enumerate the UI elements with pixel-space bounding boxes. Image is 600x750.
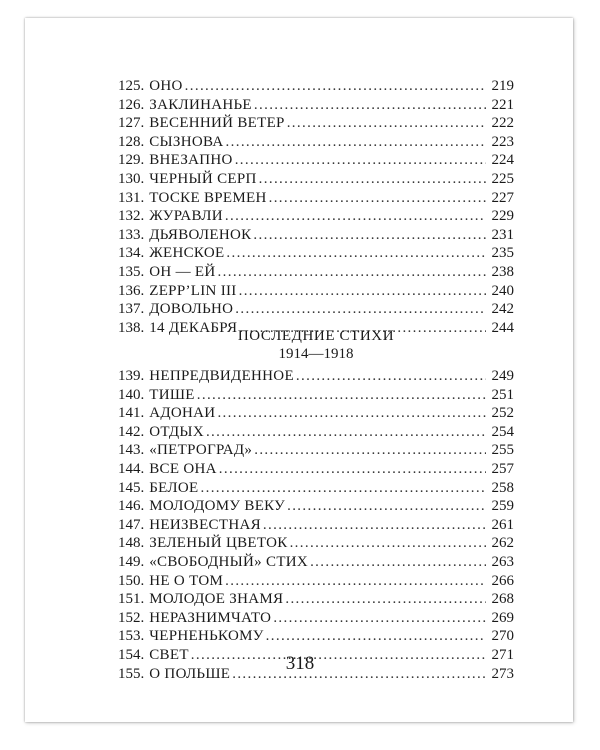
toc-entry-page: 251 [491,386,514,403]
toc-entry-number: 143. [118,442,145,459]
toc-entry-title: О ПОЛЬШЕ [149,665,231,682]
toc-entry-title: «СВОБОДНЫЙ» СТИХ [149,553,309,570]
dot-leader [273,609,486,628]
toc-entry-number: 140. [118,386,145,403]
toc-entry [118,590,514,609]
toc-entry [118,404,514,423]
toc-entry-title: ЖЕНСКОЕ [149,245,225,262]
toc-entry-number: 151. [118,591,145,608]
toc-entry [118,96,514,115]
toc-entry [118,263,514,282]
dot-leader [269,189,486,208]
toc-entry-title: СЫЗНОВА [149,133,224,150]
toc-entry-page: 229 [491,208,514,225]
dot-leader [254,96,486,115]
toc-entry-page: 219 [491,78,514,94]
toc-entry [118,151,514,170]
toc-list-part-2 [118,367,514,683]
toc-entry-number: 134. [118,245,145,262]
toc-entry-title: 14 ДЕКАБРЯ [149,319,238,336]
toc-entry-page: 223 [491,133,514,150]
toc-entry-number: 155. [118,665,145,682]
toc-entry [118,423,514,442]
dot-leader [235,300,486,319]
toc-entry-title: ЗАКЛИНАНЬЕ [149,96,252,113]
dot-leader [185,77,486,96]
toc-entry-number: 139. [118,368,145,384]
toc-entry-title: БЕЛОЕ [149,479,199,496]
toc-entry-page: 262 [491,535,514,552]
toc-entry-page: 238 [491,263,514,280]
toc-entry-title: АДОНАИ [149,405,216,422]
toc-entry-number: 125. [118,78,145,94]
dot-leader [201,479,487,498]
toc-entry-number: 133. [118,226,145,243]
toc-entry-title: МОЛОДОМУ ВЕКУ [149,498,286,515]
dot-leader [226,133,486,152]
toc-entry-page: 225 [491,170,514,187]
toc-entry-title: ЗЕЛЕНЫЙ ЦВЕТОК [149,535,288,552]
dot-leader [290,534,486,553]
toc-entry-page: 255 [491,442,514,459]
dot-leader [266,627,486,646]
dot-leader [218,263,486,282]
toc-entry-page: 249 [491,368,514,384]
toc-entry-page: 242 [491,301,514,318]
toc-entry-number: 145. [118,479,145,496]
toc-entry-title: ДОВОЛЬНО [149,301,234,318]
toc-entry-page: 240 [491,282,514,299]
dot-leader [219,460,486,479]
section-years: 1914—1918 [278,346,354,362]
toc-entry-title: НЕРАЗНИМЧАТО [149,609,272,626]
toc-entry-page: 258 [491,479,514,496]
toc-entry-number: 137. [118,301,145,318]
toc-entry-page: 268 [491,591,514,608]
toc-entry-page: 222 [491,115,514,132]
toc-entry-title: «ПЕТРОГРАД» [149,442,253,459]
toc-entry-title: ZEPP’LIN III [149,282,237,299]
toc-entry-number: 127. [118,115,145,132]
toc-entry-title: ТОСКЕ ВРЕМЕН [149,189,267,206]
toc-entry-title: ВСЕ ОНА [149,460,217,477]
toc-entry-number: 136. [118,282,145,299]
toc-entry-page: 270 [491,628,514,645]
toc-entry-page: 235 [491,245,514,262]
toc-entry-title: НЕИЗВЕСТНАЯ [149,516,261,533]
toc-entry [118,367,514,386]
toc-entry [118,386,514,405]
dot-leader [226,244,486,263]
toc-entry-page: 254 [491,423,514,440]
toc-entry-page: 252 [491,405,514,422]
dot-leader [253,226,486,245]
dot-leader [285,590,486,609]
toc-entry-number: 147. [118,516,145,533]
toc-entry-number: 153. [118,628,145,645]
toc-entry-title: ЖУРАВЛИ [149,208,223,225]
toc-entry-page: 271 [491,646,514,663]
toc-entry-title: ДЬЯВОЛЕНОК [149,226,252,243]
toc-entry-number: 128. [118,133,145,150]
toc-entry-number: 126. [118,96,145,113]
dot-leader [239,282,486,301]
toc-entry [118,300,514,319]
dot-leader [206,423,486,442]
toc-entry [118,77,514,96]
toc-entry-title: ТИШЕ [149,386,195,403]
toc-entry-title: СВЕТ [149,646,189,663]
toc-entry [118,189,514,208]
toc-entry-page: 221 [491,96,514,113]
dot-leader [263,516,486,535]
toc-entry-title: ОНО [149,78,183,94]
toc-entry-page: 244 [491,319,514,336]
dot-leader [254,441,486,460]
section-heading: ПОСЛЕДНИЕ СТИХИ [237,328,395,344]
dot-leader [287,497,486,516]
toc-entry-number: 138. [118,319,145,336]
toc-entry-page: 266 [491,572,514,589]
toc-entry-title: ВЕСЕННИЙ ВЕТЕР [149,115,285,132]
toc-list-part-1 [118,77,514,337]
dot-leader [225,572,486,591]
toc-entry-page: 224 [491,152,514,169]
toc-entry-number: 149. [118,553,145,570]
toc-entry-page: 257 [491,460,514,477]
toc-entry [118,460,514,479]
toc-entry-number: 131. [118,189,145,206]
toc-entry [118,114,514,133]
toc-entry-number: 135. [118,263,145,280]
toc-entry [118,553,514,572]
dot-leader [296,367,486,386]
dot-leader [217,404,486,423]
toc-entry [118,609,514,628]
toc-entry [118,244,514,263]
toc-entry-number: 146. [118,498,145,515]
toc-entry-page: 231 [491,226,514,243]
toc-entry-page: 261 [491,516,514,533]
toc-entry-number: 132. [118,208,145,225]
toc-entry [118,282,514,301]
dot-leader [235,151,486,170]
toc-entry [118,516,514,535]
toc-entry-page: 259 [491,498,514,515]
toc-entry-title: ВНЕЗАПНО [149,152,233,169]
toc-entry [118,133,514,152]
toc-entry-page: 273 [491,665,514,682]
toc-entry-title: ЧЕРНЕНЬКОМУ [149,628,264,645]
dot-leader [259,170,486,189]
dot-leader [197,386,486,405]
toc-entry-number: 141. [118,405,145,422]
toc-entry [118,627,514,646]
toc-entry-title: НЕ О ТОМ [149,572,224,589]
page-number: 318 [285,653,315,674]
toc-entry-page: 263 [491,553,514,570]
toc-entry-number: 150. [118,572,145,589]
toc-entry-title: МОЛОДОЕ ЗНАМЯ [149,591,284,608]
toc-entry-title: НЕПРЕДВИДЕННОЕ [149,368,294,384]
toc-entry-title: ОН — ЕЙ [149,263,216,280]
toc-entry [118,226,514,245]
toc-entry-number: 152. [118,609,145,626]
toc-entry-number: 129. [118,152,145,169]
dot-leader [310,553,486,572]
toc-entry-page: 269 [491,609,514,626]
toc-entry [118,479,514,498]
toc-entry [118,441,514,460]
toc-entry-title: ЧЕРНЫЙ СЕРП [149,170,257,187]
toc-entry [118,572,514,591]
toc-entry-title: ОТДЫХ [149,423,204,440]
toc-entry [118,207,514,226]
toc-entry [118,170,514,189]
dot-leader [225,207,486,226]
toc-entry-number: 142. [118,423,145,440]
toc-entry-number: 144. [118,460,145,477]
toc-entry-number: 130. [118,170,145,187]
dot-leader [287,114,486,133]
toc-entry-page: 227 [491,189,514,206]
toc-entry-number: 148. [118,535,145,552]
toc-entry [118,497,514,516]
toc-entry-number: 154. [118,646,145,663]
toc-entry [118,534,514,553]
